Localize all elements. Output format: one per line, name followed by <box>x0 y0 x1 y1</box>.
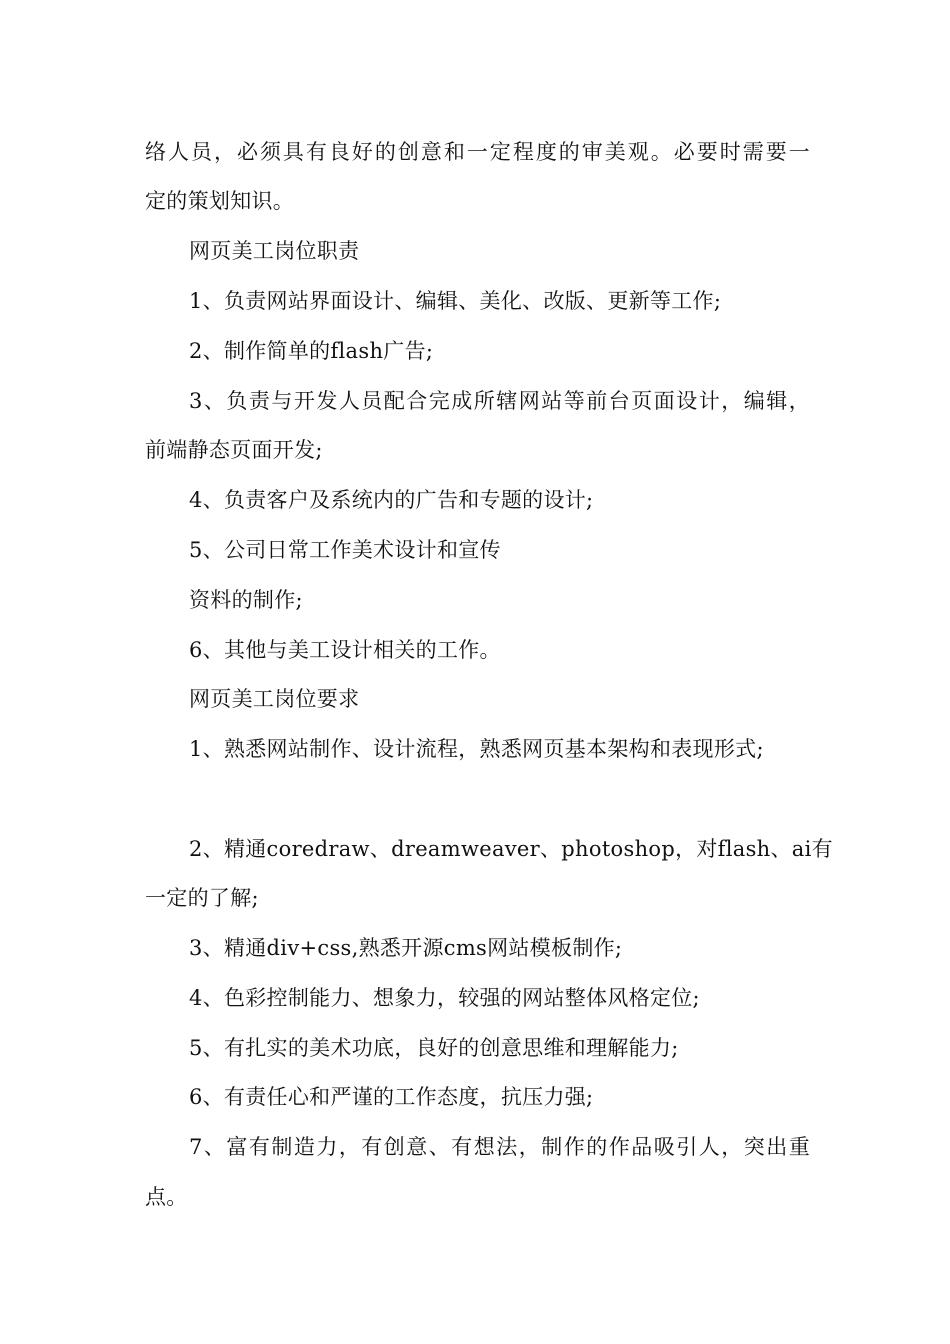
paragraph-line: 定的策划知识。 <box>145 189 295 213</box>
list-item-continuation: 一定的了解; <box>145 886 259 910</box>
list-item: 2、精通coredraw、dreamweaver、photoshop，对flash、ai有 <box>189 837 833 861</box>
list-item: 6、有责任心和严谨的工作态度，抗压力强; <box>189 1085 594 1109</box>
paragraph-line: 络人员，必须具有良好的创意和一定程度的审美观。必要时需要一 <box>145 140 810 164</box>
section-heading: 网页美工岗位要求 <box>189 687 360 711</box>
list-item: 4、负责客户及系统内的广告和专题的设计; <box>189 488 594 512</box>
list-item: 5、公司日常工作美术设计和宣传 <box>189 538 501 562</box>
list-item: 1、负责网站界面设计、编辑、美化、改版、更新等工作; <box>189 289 722 313</box>
list-item: 1、熟悉网站制作、设计流程，熟悉网页基本架构和表现形式; <box>189 737 764 761</box>
list-item-continuation: 资料的制作; <box>189 588 303 612</box>
list-item: 6、其他与美工设计相关的工作。 <box>189 638 501 662</box>
list-item: 3、精通div+css,熟悉开源cms网站模板制作; <box>189 936 623 960</box>
list-item: 2、制作简单的flash广告; <box>189 339 434 363</box>
list-item-continuation: 点。 <box>145 1185 188 1209</box>
list-item-continuation: 前端静态页面开发; <box>145 438 323 462</box>
list-item: 5、有扎实的美术功底，良好的创意思维和理解能力; <box>189 1036 679 1060</box>
section-heading: 网页美工岗位职责 <box>189 239 360 263</box>
list-item: 3、负责与开发人员配合完成所辖网站等前台页面设计，编辑， <box>189 389 810 413</box>
list-item: 4、色彩控制能力、想象力，较强的网站整体风格定位; <box>189 986 700 1010</box>
list-item: 7、富有制造力，有创意、有想法，制作的作品吸引人，突出重 <box>189 1135 810 1159</box>
